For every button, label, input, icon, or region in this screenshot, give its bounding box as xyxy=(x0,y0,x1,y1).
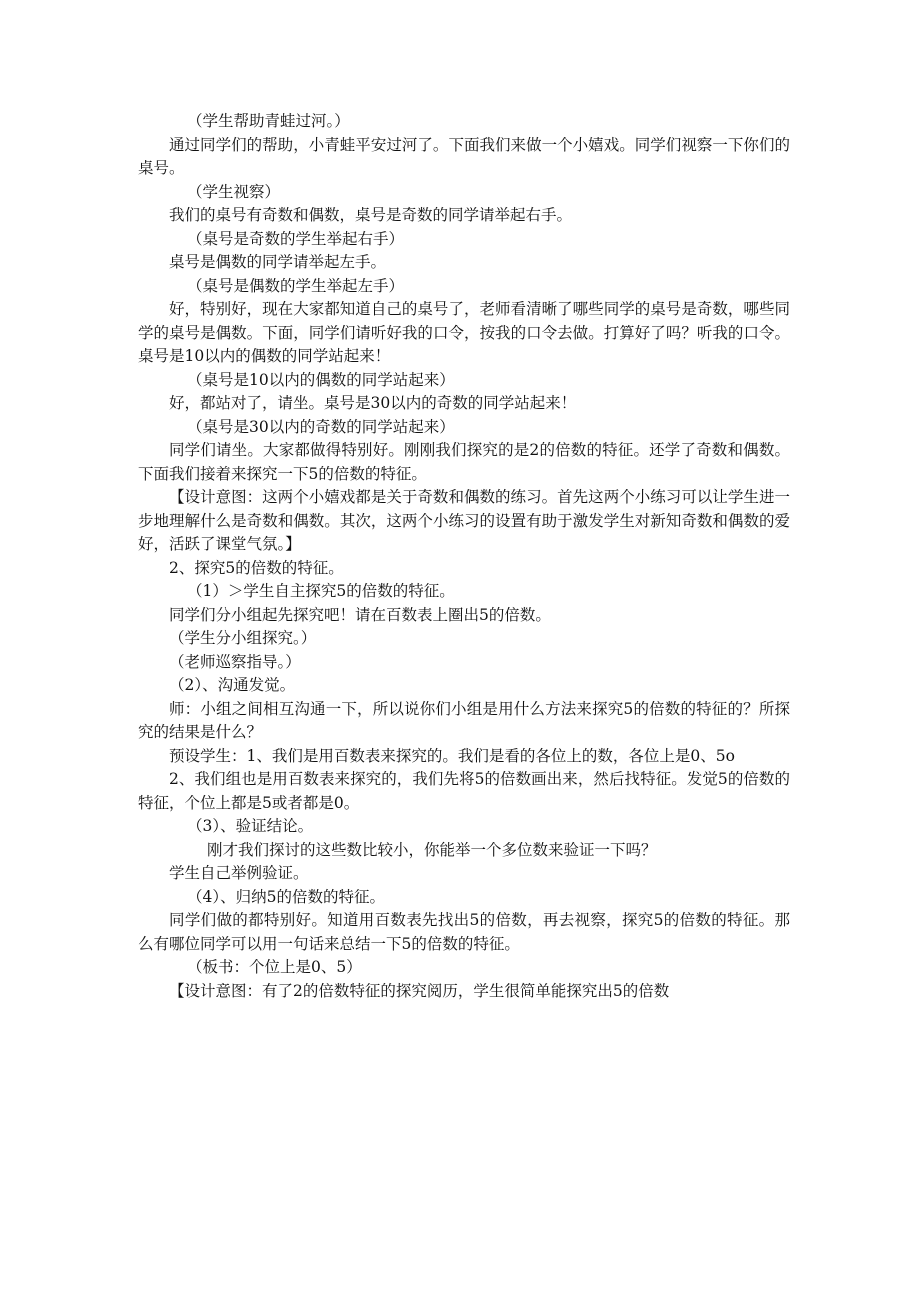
subsection-heading: （4）、归纳5的倍数的特征。 xyxy=(187,887,385,906)
paragraph: 同学们分小组起先探究吧！请在百数表上圈出5的倍数。 xyxy=(169,605,551,624)
paragraph: 我们的桌号有奇数和偶数，桌号是奇数的同学请举起右手。 xyxy=(169,206,573,224)
subsection-heading: （2）、沟通发觉。 xyxy=(169,676,296,694)
design-intent-note: 【设计意图：这两个小嬉戏都是关于奇数和偶数的练习。首先这两个小练习可以让学生进一步地理解什么是奇数和偶数。其次，这两个小练习的设置有助于激发学生对新知奇数和偶数的爱好，活跃了课堂气氛。】 xyxy=(138,488,790,553)
paragraph: （学生视察） xyxy=(187,182,281,201)
section-heading: 2、探究5的倍数的特征。 xyxy=(169,558,344,577)
paragraph: （桌号是偶数的学生举起左手） xyxy=(187,276,405,295)
paragraph: （学生分小组探究。） xyxy=(169,629,317,647)
paragraph: 通过同学们的帮助，小青蛙平安过河了。下面我们来做一个小嬉戏。同学们视察一下你们的桌号。 xyxy=(138,135,790,177)
paragraph: （学生帮助青蛙过河。） xyxy=(187,112,350,130)
design-intent-note: 【设计意图：有了2的倍数特征的探究阅历，学生很简单能探究出5的倍数 xyxy=(169,981,670,1000)
paragraph: 好，特别好，现在大家都知道自己的桌号了，老师看清晰了哪些同学的桌号是奇数，哪些同学的桌号是偶数。下面，同学们请听好我的口令，按我的口令去做。打算好了吗？听我的口令。桌号是10以内的偶数的同学站起来！ xyxy=(138,300,790,365)
paragraph: 预设学生：1、我们是用百数表来探究的。我们是看的各位上的数，各位上是0、5o xyxy=(169,746,735,765)
paragraph: 桌号是偶数的同学请举起左手。 xyxy=(169,253,387,271)
paragraph: 师：小组之间相互沟通一下，所以说你们小组是用什么方法来探究5的倍数的特征的？所探究的结果是什么？ xyxy=(138,699,790,741)
paragraph: 同学们请坐。大家都做得特别好。刚刚我们探究的是2的倍数的特征。还学了奇数和偶数。下面我们接着来探究一下5的倍数的特征。 xyxy=(138,441,790,483)
paragraph: （老师巡察指导。） xyxy=(169,652,301,671)
blackboard-note: （板书：个位上是0、5） xyxy=(187,958,362,976)
document-body xyxy=(138,110,790,1003)
subsection-heading: （3）、验证结论。 xyxy=(187,817,314,835)
subsection-heading: （1）＞学生自主探究5的倍数的特征。 xyxy=(187,582,455,600)
paragraph: （桌号是奇数的学生举起右手） xyxy=(187,229,405,248)
paragraph: 好，都站对了，请坐。桌号是30以内的奇数的同学站起来！ xyxy=(169,394,577,412)
paragraph: 学生自己举例验证。 xyxy=(169,864,309,882)
paragraph: （桌号是30以内的奇数的同学站起来） xyxy=(187,417,455,436)
paragraph: 2、我们组也是用百数表来探究的，我们先将5的倍数画出来，然后找特征。发觉5的倍数的特征，个位上都是5或者都是0。 xyxy=(138,770,790,812)
paragraph: 同学们做的都特别好。知道用百数表先找出5的倍数，再去视察，探究5的倍数的特征。那么有哪位同学可以用一句话来总结一下5的倍数的特征。 xyxy=(138,911,790,953)
paragraph: 刚才我们探讨的这些数比较小，你能举一个多位数来验证一下吗？ xyxy=(207,840,657,859)
paragraph: （桌号是10以内的偶数的同学站起来） xyxy=(187,370,455,389)
